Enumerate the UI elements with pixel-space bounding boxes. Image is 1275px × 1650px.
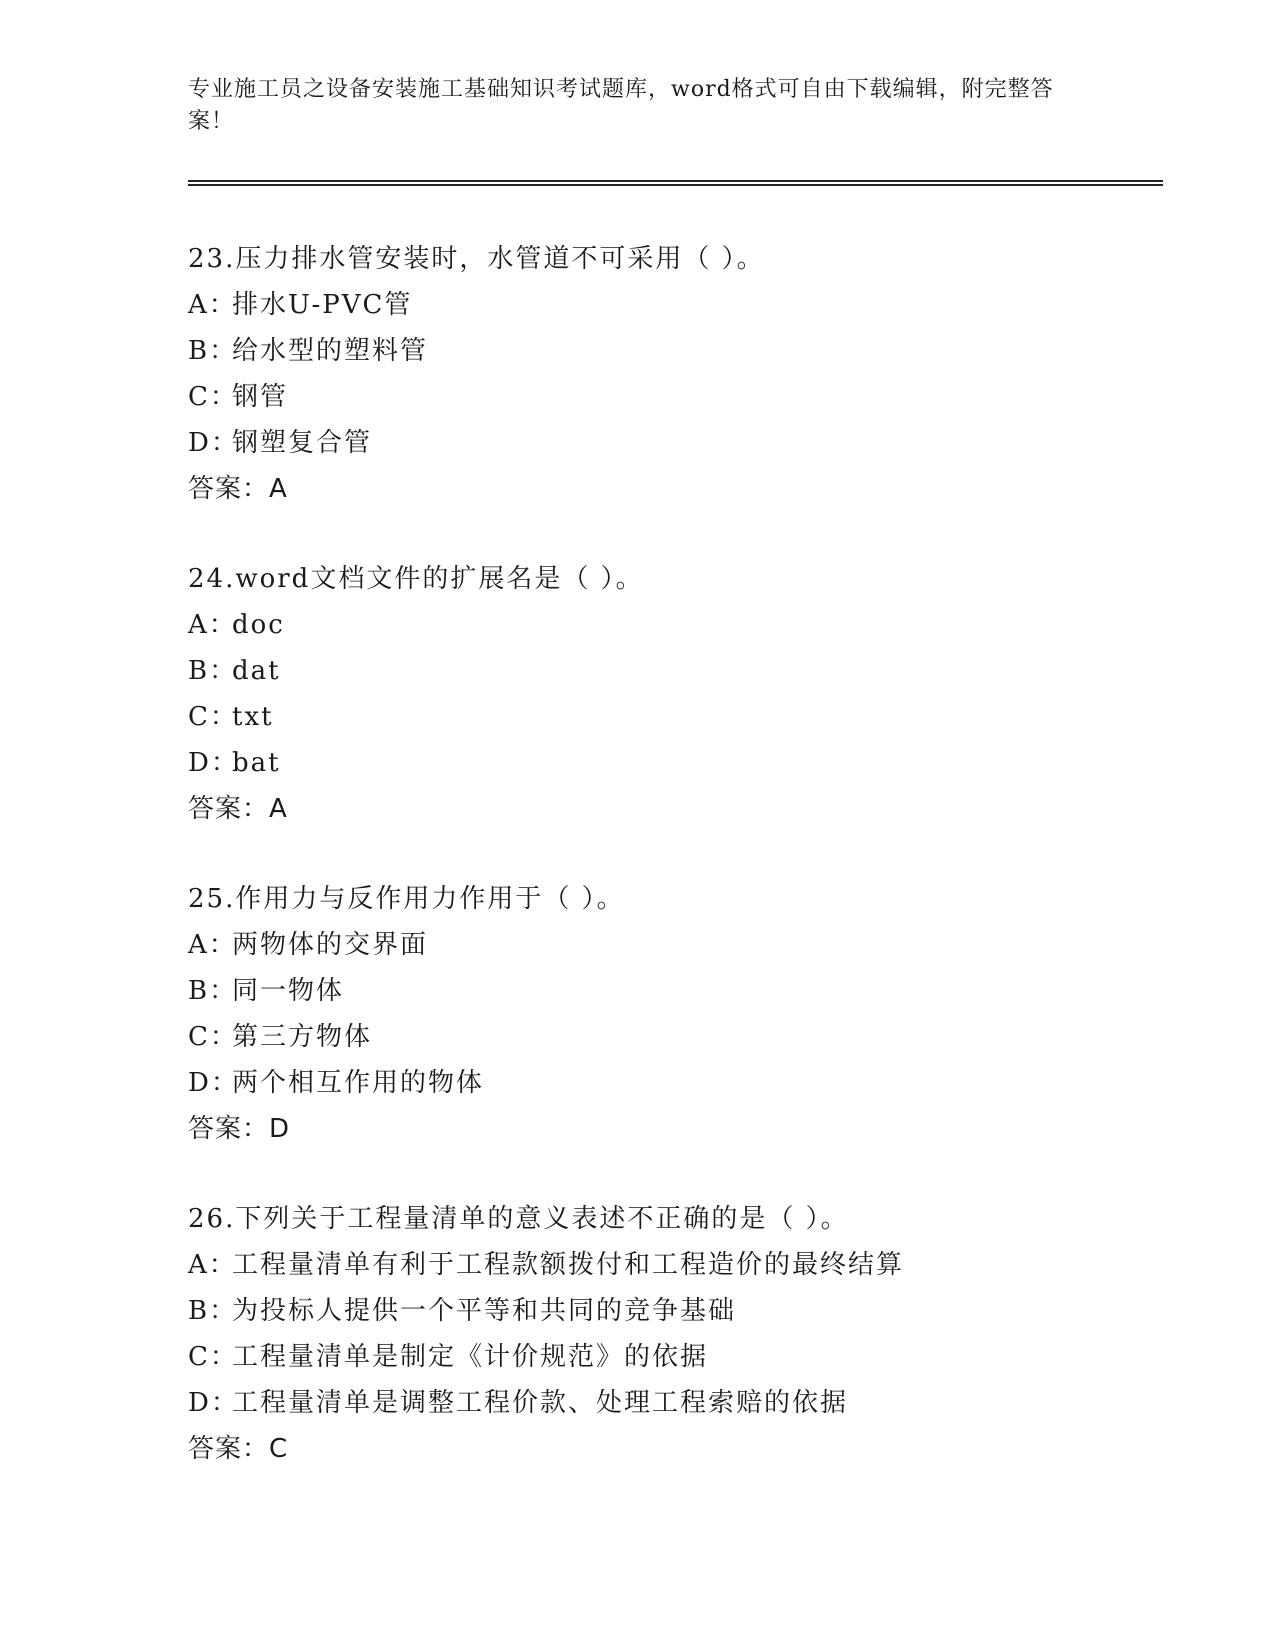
option-letter: A：: [188, 610, 237, 640]
question-stem: 25.作用力与反作用力作用于（ ）。: [188, 884, 625, 914]
option-text: 两物体的交界面: [232, 930, 429, 960]
option-letter: A：: [188, 1250, 237, 1280]
option-letter: C：: [188, 1342, 238, 1372]
option-a: [188, 602, 1163, 648]
option-text: doc: [232, 610, 285, 640]
option-letter: D：: [188, 428, 239, 458]
option-c: [188, 1014, 1163, 1060]
option-b: [188, 968, 1163, 1014]
answer-line: 答案：D: [188, 1114, 291, 1144]
option-text: 钢管: [232, 382, 289, 412]
question-26: [188, 1196, 1163, 1472]
option-letter: B：: [188, 1296, 238, 1326]
option-text: 工程量清单有利于工程款额拨付和工程造价的最终结算: [232, 1250, 905, 1280]
question-24: [188, 556, 1163, 832]
answer-line: 答案：A: [188, 474, 288, 504]
option-text: 工程量清单是调整工程价款、处理工程索赔的依据: [232, 1388, 849, 1418]
option-c: [188, 694, 1163, 740]
option-letter: D：: [188, 1068, 239, 1098]
question-stem: 24.word文档文件的扩展名是（ ）。: [188, 564, 644, 594]
option-c: [188, 1334, 1163, 1380]
option-text: 工程量清单是制定《计价规范》的依据: [232, 1342, 709, 1372]
option-a: [188, 922, 1163, 968]
option-letter: C：: [188, 1022, 238, 1052]
option-text: 排水U-PVC管: [232, 290, 413, 320]
option-text: 为投标人提供一个平等和共同的竞争基础: [232, 1296, 737, 1326]
question-list: [188, 236, 1163, 1516]
answer-line: 答案：C: [188, 1434, 289, 1464]
option-letter: D：: [188, 748, 239, 778]
option-b: [188, 1288, 1163, 1334]
option-letter: D：: [188, 1388, 239, 1418]
option-d: [188, 1380, 1163, 1426]
question-23: [188, 236, 1163, 512]
option-c: [188, 374, 1163, 420]
header-divider-bottom: [188, 184, 1163, 186]
option-text: 同一物体: [232, 976, 345, 1006]
option-a: [188, 1242, 1163, 1288]
option-letter: B：: [188, 976, 238, 1006]
option-text: 给水型的塑料管: [232, 336, 429, 366]
option-letter: A：: [188, 290, 237, 320]
option-text: 第三方物体: [232, 1022, 373, 1052]
option-letter: B：: [188, 656, 238, 686]
option-letter: C：: [188, 382, 238, 412]
header-divider-top: [188, 180, 1163, 182]
question-25: [188, 876, 1163, 1152]
answer-line: 答案：A: [188, 794, 288, 824]
option-text: dat: [232, 656, 281, 686]
document-header: 专业施工员之设备安装施工基础知识考试题库，word格式可自由下载编辑，附完整答案！: [188, 77, 1054, 134]
option-b: [188, 328, 1163, 374]
option-b: [188, 648, 1163, 694]
option-a: [188, 282, 1163, 328]
option-letter: A：: [188, 930, 237, 960]
option-d: [188, 740, 1163, 786]
option-d: [188, 420, 1163, 466]
option-text: txt: [232, 702, 274, 732]
option-text: bat: [232, 748, 281, 778]
option-letter: B：: [188, 336, 238, 366]
option-text: 钢塑复合管: [232, 428, 373, 458]
option-text: 两个相互作用的物体: [232, 1068, 485, 1098]
option-d: [188, 1060, 1163, 1106]
question-stem: 26.下列关于工程量清单的意义表述不正确的是（ ）。: [188, 1204, 849, 1234]
question-stem: 23.压力排水管安装时，水管道不可采用（ ）。: [188, 244, 765, 274]
option-letter: C：: [188, 702, 238, 732]
